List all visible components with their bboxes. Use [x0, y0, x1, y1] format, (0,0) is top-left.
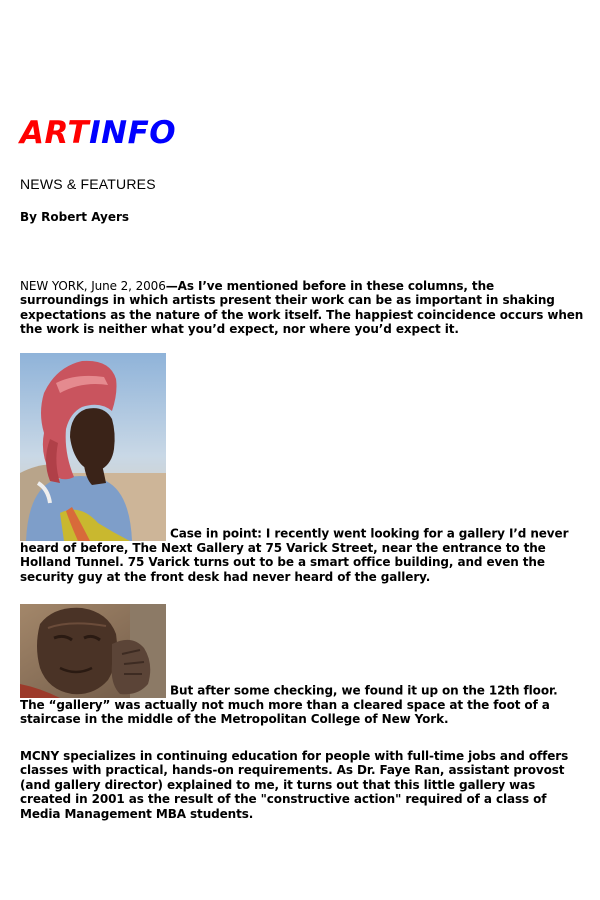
- article-paragraph-4: MCNY specializes in continuing education for people with full-time jobs and offers classes with practical, hands-on requirements. As Dr. Faye Ran, assistant provost (and gallery director) explained to me, it turns out that this little gallery was created in 2001 as the result of the "constructive action" required of a class of Media Management MBA students.: [20, 749, 569, 821]
- paragraph-3-text: But after some checking, we found it up on the 12th floor. The “gallery” was actually not much more than a cleared space at the foot of a staircase in the middle of the Metropolitan College of New York.: [20, 683, 558, 727]
- photo-elderly-woman: [20, 604, 166, 698]
- logo-art: ART: [20, 115, 90, 151]
- section-title: NEWS & FEATURES: [20, 176, 156, 192]
- paragraph-1-text: —As I’ve mentioned before in these columns, the surroundings in which artists present their work can be as important in shaking expectations as the nature of the work itself. The happiest coincidence occurs when the work is neither what you’d expect, nor where you’d expect it.: [20, 279, 584, 337]
- photo-woman-headscarf: [20, 353, 166, 541]
- byline: By Robert Ayers: [20, 210, 130, 224]
- article-paragraph-3: [20, 604, 585, 727]
- logo-info: INFO: [89, 115, 177, 151]
- artinfo-logo: [20, 115, 177, 151]
- article-paragraph-1: [20, 279, 585, 337]
- article-paragraph-2: [20, 353, 585, 584]
- dateline: NEW YORK, June 2, 2006: [20, 279, 166, 293]
- paragraph-2-text: Case in point: I recently went looking for a gallery I’d never heard of before, The Next Gallery at 75 Varick Street, near the entrance to the Holland Tunnel. 75 Varick turns out to be a smart office building, and even the security guy at the front desk had never heard of the gallery.: [20, 526, 569, 584]
